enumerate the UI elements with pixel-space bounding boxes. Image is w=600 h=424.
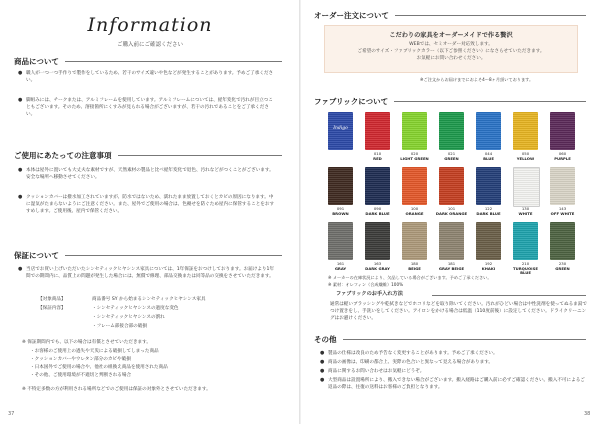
right-page <box>300 0 600 424</box>
warranty-exclusion-head: ※ 保証期間内でも、以下の場合は有償とさせていただきます。 <box>22 340 151 345</box>
swatch-color-name: GRAY <box>334 265 347 271</box>
swatch-color-name: DARK BLUE <box>365 210 390 216</box>
section-heading-product: 商品について <box>14 56 282 67</box>
swatch-code: 180 <box>410 261 419 266</box>
fabric-swatch <box>513 222 538 260</box>
fabric-swatch-label <box>508 152 544 161</box>
warranty-note: ※ 不特定多数の方が利用される場所などでのご使用は保証の対象外とさせていただきます。 <box>22 387 211 392</box>
other-note: ● 商品の画像は、印刷の都合上、実際の色合いと異なって見える場合があります。 <box>320 359 494 365</box>
swatch-color-name: ORANGE <box>405 210 424 216</box>
warranty-target-value: 商品番号 SY から始まるシンセティックヒヤシンス家具 <box>92 297 206 302</box>
swatch-code: 021 <box>447 151 456 156</box>
warranty-item: ・フレーム部接合部の破損 <box>92 324 147 329</box>
warranty-content-label: 【保証内容】 <box>38 306 66 311</box>
warranty-item: ・シンセティックヒヤシンスの割れ <box>92 315 165 320</box>
section-heading-fabric: ファブリックについて <box>314 96 586 107</box>
swatch-code: 010 <box>373 151 382 156</box>
swatch-code: 091 <box>336 206 345 211</box>
fabric-swatch-label <box>508 207 544 216</box>
swatch-color-name: KHAKI <box>481 265 496 271</box>
swatch-color-name: DARK ORANGE <box>435 210 468 216</box>
swatch-code: 060 <box>558 151 567 156</box>
fabric-swatch-label <box>471 262 507 271</box>
fabric-swatch <box>439 112 464 150</box>
fabric-swatch <box>402 167 427 205</box>
swatch-code: 101 <box>447 206 456 211</box>
fabric-swatch <box>550 222 575 260</box>
fabric-swatch <box>550 167 575 205</box>
swatch-code: 044 <box>484 151 493 156</box>
swatch-color-name: LIGHT GREEN <box>400 155 429 161</box>
fabric-swatch-label <box>471 207 507 216</box>
swatch-color-name: DARK GRAY <box>365 265 390 271</box>
swatch-code: 192 <box>484 261 493 266</box>
order-callout <box>324 25 578 73</box>
swatch-color-name: YELLOW <box>516 155 535 161</box>
swatch-color-name: GREEN <box>444 155 459 161</box>
fabric-swatch-label <box>471 152 507 161</box>
swatch-color-name: BROWN <box>332 210 349 216</box>
swatch-code: 020 <box>410 151 419 156</box>
product-note-1: ● 職人が一つ一つ手作りで製作をしているため、若干のサイズ違いや色などが発生することがあります。予めご了承ください。 <box>18 70 274 84</box>
swatch-code: 181 <box>447 261 456 266</box>
section-heading-usage: ご使用にあたっての注意事項 <box>14 150 282 161</box>
warranty-exclusion: ・お客様のご使用上の過失や天災による破損してしまった商品 <box>30 349 159 354</box>
fabric-swatch <box>476 112 501 150</box>
fabric-swatch-label <box>397 152 433 161</box>
swatch-code: 161 <box>336 261 345 266</box>
section-heading-order: オーダー注文について <box>314 10 586 21</box>
fabric-swatch <box>365 222 390 260</box>
fabric-swatch-label <box>323 262 359 271</box>
order-callout-heading: こだわりの家具をオーダーメイドで作る贅沢 <box>389 32 513 39</box>
swatch-color-name: DARK BLUE <box>476 210 501 216</box>
swatch-color-name: GREEN <box>555 265 570 271</box>
swatch-code: 100 <box>410 206 419 211</box>
swatch-color-name: GRAY BEIGE <box>438 265 465 271</box>
swatch-brand-logo: Indigo <box>333 126 348 131</box>
section-heading-warranty: 保証について <box>14 250 282 261</box>
fabric-swatch-label <box>545 152 581 161</box>
fabric-swatch <box>402 112 427 150</box>
swatch-code: 122 <box>484 206 493 211</box>
swatch-color-name: RED <box>373 155 382 161</box>
fabric-swatch <box>402 222 427 260</box>
swatch-color-name: WHITE <box>518 210 533 216</box>
swatch-code: 090 <box>373 206 382 211</box>
warranty-item: ・シンセティックヒヤシンスの過度な変色 <box>92 306 179 311</box>
page-number-left: 37 <box>8 411 15 417</box>
swatch-code: 210 <box>521 261 530 266</box>
order-callout-line: WEBでは、セミオーダー対応致します。 <box>409 42 493 47</box>
usage-note-1: ● 本体は屋外に置いても大丈夫な素材ですが、天然素材の製品と比べ経年変化で退色、汚れなどがつくことがございます。安全な場所へ移動させてください。 <box>18 167 274 181</box>
fabric-swatch-label <box>397 262 433 271</box>
fabric-swatch <box>328 222 353 260</box>
swatch-code: 143 <box>558 206 567 211</box>
swatch-code: 230 <box>558 261 567 266</box>
fabric-swatch-label <box>360 262 396 271</box>
swatch-color-name: OFF WHITE <box>550 210 575 216</box>
fabric-swatch-label <box>323 207 359 216</box>
page-title: Information <box>87 14 213 36</box>
fabric-swatch <box>439 167 464 205</box>
fabric-swatch-label <box>434 152 470 161</box>
fabric-swatch-label <box>397 207 433 216</box>
care-instructions: 通常は軽いブラッシングや乾拭きなどでホコリなどを取り除いてください。汚れがひどい場合は中性洗剤を使ってぬるま湯でつけ置きをし、手洗いをしてください。アイロンをかける場合は低温（110度前後）に設定してください。ドライクリーニングはお避けください。 <box>330 302 587 322</box>
care-heading: ファブリックのお手入れ方法 <box>336 291 403 297</box>
fabric-swatch <box>513 167 540 207</box>
fabric-swatch <box>513 112 538 150</box>
fabric-swatch <box>550 112 575 150</box>
fabric-swatch <box>439 222 464 260</box>
swatch-color-name: BEIGE <box>408 265 421 271</box>
warranty-target-label: 【対象商品】 <box>38 297 66 302</box>
page-subtitle: ご購入前にご確認ください <box>116 42 183 48</box>
fabric-stock-note: ※ メーカーの在庫状況により、欠品している場合がございます。予めご了承ください。 <box>328 275 492 280</box>
fabric-swatch-label <box>545 207 581 216</box>
swatch-code: 130 <box>521 206 530 211</box>
warranty-exclusion: ・クッションカバーやウレタン部分のカビや破損 <box>30 357 131 362</box>
swatch-color-name: BLUE <box>483 155 494 161</box>
fabric-swatch-label <box>434 262 470 271</box>
warranty-exclusion: ・その他、ご使用環境が不適切と判断される場合 <box>30 373 132 378</box>
fabric-swatch <box>476 222 501 260</box>
fabric-material-note: ※ 素材：オレフィン（合成繊維）100% <box>328 282 404 287</box>
fabric-swatch <box>328 112 353 150</box>
other-note: ● 商品に関するお問い合わせはお気軽にどうぞ。 <box>320 368 425 374</box>
order-callout-line: ご希望のサイズ・ファブリックカラー（以下ご参照ください）になさらせていただきます。 <box>357 48 545 54</box>
fabric-swatch-label <box>434 207 470 216</box>
fabric-swatch <box>365 112 390 150</box>
fabric-swatch-label <box>360 152 396 161</box>
other-note: ● 大型商品は設置場所により、搬入できない場合がございます。搬入経路はご購入前に必ずご確認ください。搬入不可によるご返品の際は、往復の送料はお客様のご負担となります。 <box>320 377 585 391</box>
warranty-exclusion: ・日本国外でご使用の場合や、他社の組換え商品を使用された商品 <box>30 365 168 370</box>
swatch-code: 163 <box>373 261 382 266</box>
fabric-swatch <box>328 167 353 205</box>
page-number-right: 38 <box>584 411 591 417</box>
warranty-intro: ● 当店でお買い上げいただいたシンセティックヒヤシンス家具については、1年保証をおつけしております。お届けより1年間での期間内に、品質上の問題が発生した場合には、無償で修理、部品交換または同等品の交換をさせていただきます。 <box>18 266 275 280</box>
care-heading-rule <box>432 295 586 296</box>
swatch-color-name: TURQUOISE BLUE <box>513 265 538 276</box>
order-callout-line: お気軽にお問い合わせください。 <box>416 55 486 61</box>
usage-note-2: ● クッションカバーは撥水加工されていますが、防水ではないため、濡れたまま放置しておくとカビの原因になります。中に湿気がたまらないようにご注意ください。また、屋外でご使用の場合は、色褪せを防ぐため屋内に保管することをおすすめします。ご使用後、屋内で保管ください。 <box>18 194 275 215</box>
other-note: ● 製品の仕様は改良のため予告なく変更することがあります。予めご了承ください。 <box>320 350 498 356</box>
fabric-swatch-label <box>360 207 396 216</box>
swatch-code: 050 <box>521 151 530 156</box>
fabric-swatch-label <box>508 262 544 276</box>
swatch-color-name: PURPLE <box>554 155 571 161</box>
fabric-swatch-label <box>545 262 581 271</box>
fabric-swatch <box>476 167 501 205</box>
product-note-2: ● 脚組みには、チークまたは、アルミフレームを使用しています。アルミフレームについては、経年変化で汚れが目立つこともございます。そのため、溶接箇所にくすみが見られる場合がございますが、若干の汚れであることをご了承ください。 <box>18 97 273 118</box>
section-heading-other: その他 <box>314 334 586 345</box>
fabric-swatch <box>365 167 390 205</box>
order-lead-time-note: ※ご注文からお届けまでにおよそ4〜8ヶ月頂いております。 <box>420 77 534 82</box>
